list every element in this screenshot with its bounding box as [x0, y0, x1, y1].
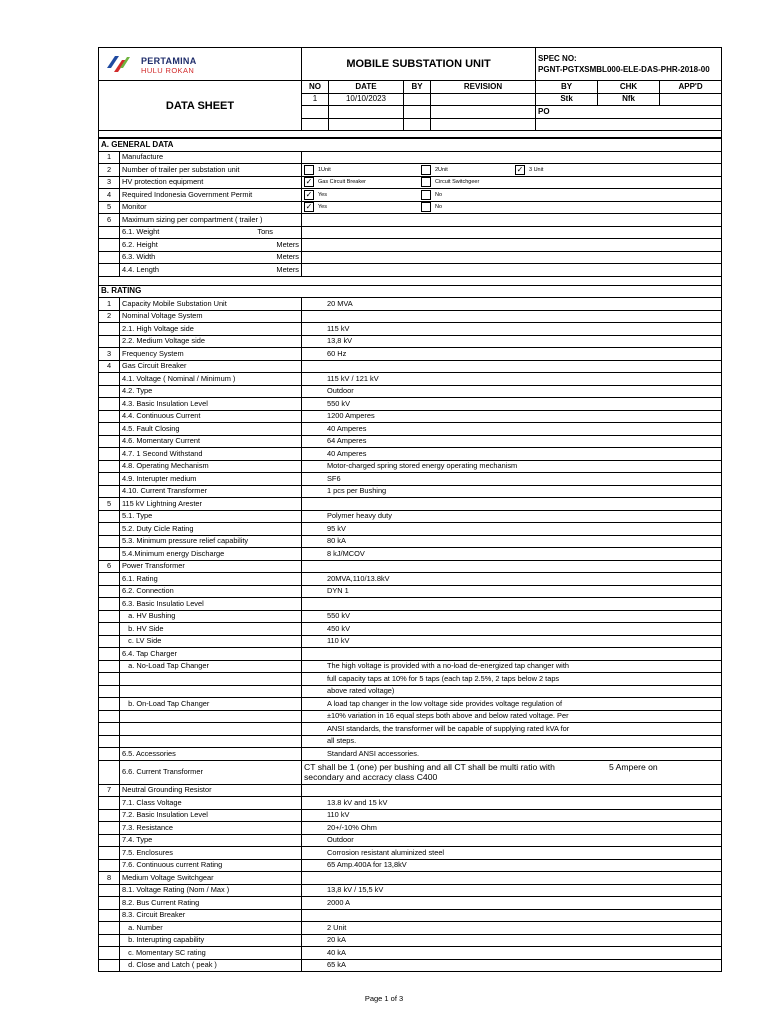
row-value: SF6 [302, 473, 722, 486]
row-number [99, 648, 120, 661]
row-label: 7.5. Enclosures [120, 847, 302, 860]
row-value: Outdoor [302, 385, 722, 398]
row-value [302, 498, 722, 511]
table-row [99, 797, 722, 810]
table-row: 6.1. Weight Tons [99, 226, 722, 239]
row-value: Outdoor [302, 834, 722, 847]
row-value [302, 872, 722, 885]
row-label: 2.2. Medium Voltage side [120, 335, 302, 348]
col-no: NO [302, 81, 329, 94]
row-value: 40 kA [302, 947, 722, 960]
row-number [99, 373, 120, 386]
row-value: 115 kV [302, 323, 722, 336]
row-value: 13.8 kV and 15 kV [302, 797, 722, 810]
row-number [99, 685, 120, 698]
table-row [99, 523, 722, 536]
row-value: 110 kV [302, 809, 722, 822]
table-row [99, 610, 722, 623]
company-subname: HULU ROKAN [141, 66, 195, 75]
row-number [99, 335, 120, 348]
row-label: 6.1. Rating [120, 573, 302, 586]
row-label: 4.1. Voltage ( Nominal / Minimum ) [120, 373, 302, 386]
checkbox-checked-icon[interactable]: ✓ [305, 177, 313, 187]
option-gcb[interactable]: ✓ Gas Circuit Breaker [305, 177, 366, 187]
row-value [302, 784, 722, 797]
checkbox-icon[interactable] [421, 190, 431, 200]
table-row [99, 909, 722, 922]
table-row [99, 685, 722, 698]
table-row: 6.3. Width Meters [99, 251, 722, 264]
spec-label: SPEC NO: [538, 54, 577, 63]
option-1unit[interactable]: 1Unit [304, 165, 421, 175]
row-label [120, 710, 302, 723]
row-value: ANSI standards, the transformer will be capable of supplying rated kVA for [302, 723, 722, 736]
table-row [99, 698, 722, 711]
row-number [99, 710, 120, 723]
row-value: 13,8 kV / 15,5 kV [302, 884, 722, 897]
row-number [99, 723, 120, 736]
table-row [99, 435, 722, 448]
row-number [99, 573, 120, 586]
row-number [99, 535, 120, 548]
row-label: 4.5. Fault Closing [120, 423, 302, 436]
row-value: 115 kV / 121 kV [302, 373, 722, 386]
table-row: 5 Monitor ✓ Yes No [99, 201, 722, 214]
row-number: 4 [99, 360, 120, 373]
row-value: above rated voltage) [302, 685, 722, 698]
row-value: Polymer heavy duty [302, 510, 722, 523]
row-value: 8 kJ/MCOV [302, 548, 722, 561]
row-value: 2000 A [302, 897, 722, 910]
row-value: 1200 Amperes [302, 410, 722, 423]
row-value: 1 pcs per Bushing [302, 485, 722, 498]
table-row [99, 298, 722, 311]
row-value: 20 kA [302, 934, 722, 947]
row-number [99, 735, 120, 748]
option-3unit[interactable]: ✓ 3 Unit [516, 164, 544, 174]
table-row [99, 560, 722, 573]
row-label: 6.4. Tap Charger [120, 648, 302, 661]
table-row [99, 473, 722, 486]
row-number [99, 673, 120, 686]
table-row [99, 635, 722, 648]
row-value [302, 909, 722, 922]
row-value: full capacity taps at 10% for 5 taps (each tap 2.5%, 2 taps below 2 taps [302, 673, 722, 686]
option-monitor-yes[interactable]: ✓ Yes [305, 202, 327, 212]
row-value: 80 kA [302, 535, 722, 548]
col-appd: APP'D [660, 81, 722, 94]
table-row [99, 448, 722, 461]
row-number [99, 410, 120, 423]
row-value: Standard ANSI accessories. [302, 748, 722, 761]
checkbox-icon[interactable] [421, 202, 431, 212]
row-number [99, 610, 120, 623]
data-sheet-label: DATA SHEET [99, 81, 302, 131]
row-value: 2 Unit [302, 922, 722, 935]
row-value: The high voltage is provided with a no-load de-energized tap changer with [302, 660, 722, 673]
table-row [99, 623, 722, 636]
row-label [120, 685, 302, 698]
row-value: 20 MVA [302, 298, 722, 311]
row-label: 7.4. Type [120, 834, 302, 847]
row-label: 5.2. Duty Cicle Rating [120, 523, 302, 536]
row-number [99, 748, 120, 761]
table-row [99, 959, 722, 972]
row-value: 13,8 kV [302, 335, 722, 348]
col-date: DATE [329, 81, 404, 94]
row-label: 6.3. Basic Insulatio Level [120, 598, 302, 611]
table-row [99, 784, 722, 797]
row-number [99, 909, 120, 922]
table-row [99, 410, 722, 423]
row-number: 7 [99, 784, 120, 797]
row-label: 8.3. Circuit Breaker [120, 909, 302, 922]
table-row [99, 585, 722, 598]
table-row [99, 348, 722, 361]
row-value: 64 Amperes [302, 435, 722, 448]
table-row [99, 673, 722, 686]
row-number [99, 448, 120, 461]
row-number [99, 323, 120, 336]
document-title: MOBILE SUBSTATION UNIT [302, 48, 536, 81]
row-value: 95 kV [302, 523, 722, 536]
table-row: 6.2. Height Meters [99, 239, 722, 252]
row-value [302, 360, 722, 373]
row-number [99, 485, 120, 498]
row-label: 4.10. Current Transformer [120, 485, 302, 498]
row-value: 550 kV [302, 610, 722, 623]
row-number [99, 510, 120, 523]
checkbox-checked-icon[interactable]: ✓ [516, 164, 524, 174]
row-label: 115 kV Lightning Arester [120, 498, 302, 511]
option-2unit[interactable]: 2Unit [421, 165, 515, 175]
table-row [99, 648, 722, 661]
table-row [99, 423, 722, 436]
table-row [99, 573, 722, 586]
row-label: b. Interupting capability [120, 934, 302, 947]
row-number: 1 [99, 298, 120, 311]
row-number [99, 834, 120, 847]
row-number [99, 698, 120, 711]
row-value [302, 648, 722, 661]
row-value [302, 310, 722, 323]
col-chk: CHK [598, 81, 660, 94]
row-number [99, 859, 120, 872]
table-row [99, 735, 722, 748]
row-number: 5 [99, 498, 120, 511]
table-row [99, 385, 722, 398]
row-value: 20MVA,110/13.8kV [302, 573, 722, 586]
checkbox-icon[interactable] [421, 177, 431, 187]
table-row [99, 934, 722, 947]
table-row [99, 323, 722, 336]
row-number: 3 [99, 348, 120, 361]
table-row [99, 748, 722, 761]
table-row [99, 809, 722, 822]
table-row [99, 360, 722, 373]
table-row [99, 485, 722, 498]
option-permit-no[interactable]: No [421, 190, 442, 200]
row-label: a. No-Load Tap Changer [120, 660, 302, 673]
row-label: Medium Voltage Switchgear [120, 872, 302, 885]
table-row: 1 Manufacture [99, 151, 722, 164]
row-value: 550 kV [302, 398, 722, 411]
row-label: 4.9. Interupter medium [120, 473, 302, 486]
row-label: Neutral Grounding Resistor [120, 784, 302, 797]
row-label: 2.1. High Voltage side [120, 323, 302, 336]
table-row [99, 498, 722, 511]
row-number [99, 598, 120, 611]
table-row [99, 947, 722, 960]
row-label: c. Momentary SC rating [120, 947, 302, 960]
row-value: 20+/-10% Ohm [302, 822, 722, 835]
row-number [99, 897, 120, 910]
row-number [99, 398, 120, 411]
row-number [99, 959, 120, 972]
table-row [99, 822, 722, 835]
row-label: 4.8. Operating Mechanism [120, 460, 302, 473]
table-row: 3 HV protection equipment ✓ Gas Circuit Breaker Circuit Switchgeer [99, 176, 722, 189]
table-row-ct: 6.6. Current Transformer CT shall be 1 (one) per bushing and all CT shall be multi ratio with 5 Ampere on secondary and accracy class C400 [99, 760, 722, 784]
col-by-2: BY [536, 81, 598, 94]
table-row [99, 535, 722, 548]
table-row [99, 834, 722, 847]
company-name: PERTAMINA [141, 56, 197, 66]
section-rating: B. RATING [99, 285, 722, 298]
table-row [99, 660, 722, 673]
row-value: 40 Amperes [302, 448, 722, 461]
row-label [120, 723, 302, 736]
row-value: DYN 1 [302, 585, 722, 598]
trailer-options [302, 164, 722, 177]
row-number [99, 523, 120, 536]
row-number [99, 847, 120, 860]
row-value: A load tap changer in the low voltage side provides voltage regulation of [302, 698, 722, 711]
row-label [120, 673, 302, 686]
row-number [99, 922, 120, 935]
row-number: 2 [99, 310, 120, 323]
spec-cell [536, 48, 722, 81]
row-label: 4.2. Type [120, 385, 302, 398]
row-number [99, 660, 120, 673]
data-sheet [98, 47, 721, 972]
row-value: 110 kV [302, 635, 722, 648]
company-logo [101, 48, 299, 80]
row-label: 7.2. Basic Insulation Level [120, 809, 302, 822]
row-label: 7.6. Continuous current Rating [120, 859, 302, 872]
row-label: Capacity Mobile Substation Unit [120, 298, 302, 311]
option-permit-yes[interactable]: ✓ Yes [305, 189, 327, 199]
rev-chk: Nfk [598, 93, 660, 106]
row-number [99, 822, 120, 835]
row-number [99, 435, 120, 448]
spec-number: PGNT-PGTXSMBL000-ELE-DAS-PHR-2018-00 [538, 65, 710, 74]
row-number [99, 585, 120, 598]
table-row [99, 884, 722, 897]
table-row: 2 Number of trailer per substation unit 1Unit 2Unit ✓ 3 Unit [99, 164, 722, 177]
table-row: 4 Required Indonesia Government Permit ✓ Yes No [99, 189, 722, 202]
header-table [98, 47, 722, 138]
table-row [99, 897, 722, 910]
row-number [99, 623, 120, 636]
row-value: all steps. [302, 735, 722, 748]
row-value: 60 Hz [302, 348, 722, 361]
row-value: 450 kV [302, 623, 722, 636]
table-row [99, 859, 722, 872]
checkbox-checked-icon[interactable]: ✓ [305, 202, 313, 212]
row-number [99, 423, 120, 436]
row-number [99, 809, 120, 822]
row-value: Corrosion resistant aluminized steel [302, 847, 722, 860]
row-label: Gas Circuit Breaker [120, 360, 302, 373]
row-label: 5.4.Minimum energy Discharge [120, 548, 302, 561]
rev-by: Stk [536, 93, 598, 106]
col-by: BY [404, 81, 431, 94]
row-label: 5.3. Minimum pressure relief capability [120, 535, 302, 548]
row-number: 8 [99, 872, 120, 885]
row-number [99, 460, 120, 473]
table-row [99, 922, 722, 935]
logo-cell [99, 48, 302, 81]
table-row [99, 847, 722, 860]
table-row: 6 Maximum sizing per compartment ( trailer ) [99, 214, 722, 227]
row-label: 4.4. Continuous Current [120, 410, 302, 423]
table-row: 4.4. Length Meters [99, 264, 722, 277]
table-row [99, 310, 722, 323]
option-monitor-no[interactable]: No [421, 202, 442, 212]
row-label: 4.6. Momentary Current [120, 435, 302, 448]
table-row [99, 460, 722, 473]
checkbox-icon[interactable] [304, 165, 314, 175]
row-label: 8.2. Bus Current Rating [120, 897, 302, 910]
row-label: b. HV Side [120, 623, 302, 636]
row-label: a. Number [120, 922, 302, 935]
row-number [99, 934, 120, 947]
row-number [99, 797, 120, 810]
col-revision: REVISION [431, 81, 536, 94]
row-label: Frequency System [120, 348, 302, 361]
row-label: 8.1. Voltage Rating (Nom / Max ) [120, 884, 302, 897]
page-footer: Page 1 of 3 [364, 994, 404, 1003]
row-value [302, 598, 722, 611]
row-label: 4.7. 1 Second Withstand [120, 448, 302, 461]
row-number [99, 947, 120, 960]
row-number: 6 [99, 560, 120, 573]
row-value: 65 kA [302, 959, 722, 972]
row-label: 6.2. Connection [120, 585, 302, 598]
row-number [99, 385, 120, 398]
checkbox-checked-icon[interactable]: ✓ [305, 189, 313, 199]
table-row [99, 548, 722, 561]
row-label: 7.3. Resistance [120, 822, 302, 835]
pertamina-logo-icon [105, 54, 131, 74]
row-value [302, 560, 722, 573]
row-label: 7.1. Class Voltage [120, 797, 302, 810]
row-label: 6.5. Accessories [120, 748, 302, 761]
row-label: d. Close and Latch ( peak ) [120, 959, 302, 972]
row-value: 65 Amp.400A for 13,8kV [302, 859, 722, 872]
row-number [99, 473, 120, 486]
rev-no: 1 [302, 93, 329, 106]
data-table [98, 138, 722, 972]
table-row [99, 872, 722, 885]
row-label: 5.1. Type [120, 510, 302, 523]
table-row [99, 598, 722, 611]
row-value: ±10% variation in 16 equal steps both above and below rated voltage. Per [302, 710, 722, 723]
table-row [99, 710, 722, 723]
table-row [99, 373, 722, 386]
row-label: c. LV Side [120, 635, 302, 648]
row-label: Nominal Voltage System [120, 310, 302, 323]
table-row [99, 398, 722, 411]
row-value: Motor-charged spring stored energy operating mechanism [302, 460, 722, 473]
row-label: Power Transformer [120, 560, 302, 573]
po-label: PO [536, 106, 722, 119]
row-label: b. On-Load Tap Changer [120, 698, 302, 711]
option-switchgear[interactable]: Circuit Switchgeer [421, 177, 479, 187]
rev-date: 10/10/2023 [329, 93, 404, 106]
row-number [99, 884, 120, 897]
row-number [99, 635, 120, 648]
row-label [120, 735, 302, 748]
table-row [99, 335, 722, 348]
checkbox-icon[interactable] [421, 165, 431, 175]
table-row [99, 723, 722, 736]
section-general: A. GENERAL DATA [99, 139, 722, 152]
row-number [99, 548, 120, 561]
row-value: 40 Amperes [302, 423, 722, 436]
table-row [99, 510, 722, 523]
row-label: a. HV Bushing [120, 610, 302, 623]
row-label: 4.3. Basic Insulation Level [120, 398, 302, 411]
